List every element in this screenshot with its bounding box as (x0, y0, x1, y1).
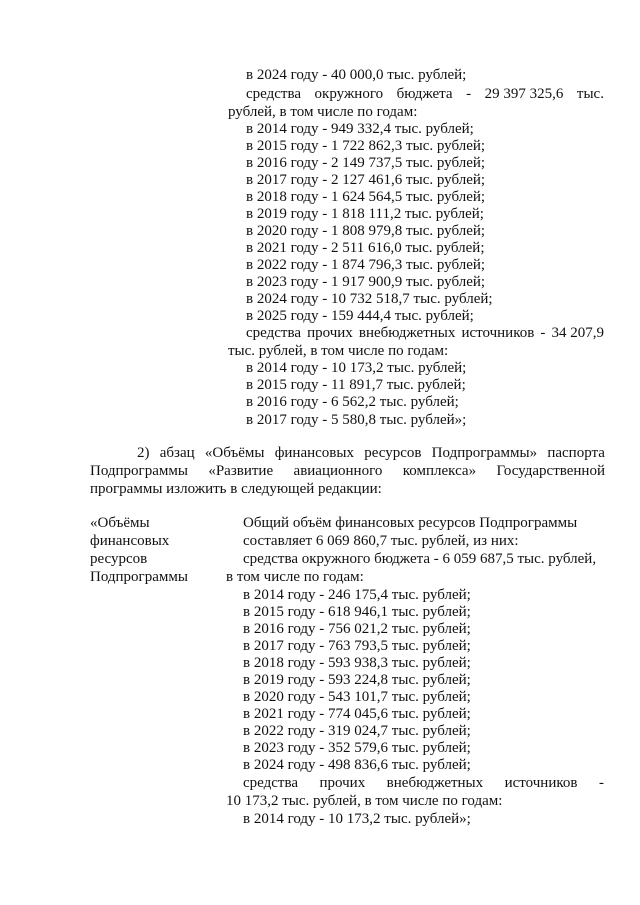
year-line: в 2023 году - 352 579,6 тыс. рублей; (243, 740, 471, 756)
year-line: в 2017 году - 5 580,8 тыс. рублей»; (246, 412, 467, 428)
year-line: в 2017 году - 2 127 461,6 тыс. рублей; (246, 172, 486, 188)
text-line: в том числе по годам: (226, 569, 364, 585)
year-line: в 2015 году - 11 891,7 тыс. рублей; (246, 377, 466, 393)
word: паспорта (547, 445, 605, 461)
year-line: в 2020 году - 1 808 979,8 тыс. рублей; (246, 223, 486, 239)
year-line: в 2023 году - 1 917 900,9 тыс. рублей; (246, 274, 486, 290)
word: источников (504, 775, 578, 791)
word: окружного (314, 86, 384, 102)
word: средства (243, 775, 299, 791)
year-line: в 2016 году - 756 021,2 тыс. рублей; (243, 621, 471, 637)
year-line: в 2019 году - 1 818 111,2 тыс. рублей; (246, 206, 484, 222)
word: «Объёмы (204, 445, 265, 461)
word: тыс. (576, 86, 604, 102)
total-line: Общий объём финансовых ресурсов Подпрограммы (243, 515, 578, 531)
year-line: в 2022 году - 319 024,7 тыс. рублей; (243, 723, 471, 739)
word: Государственной (496, 463, 605, 479)
word: комплекса» (402, 463, 477, 479)
justified-line-other-funds (243, 774, 604, 792)
word: - (598, 775, 604, 791)
word: внебюджетных (358, 325, 456, 341)
label-line: Подпрограммы (90, 569, 188, 585)
year-line: в 2024 году - 498 836,6 тыс. рублей; (243, 757, 471, 773)
word: бюджета (396, 86, 453, 102)
text-line: 10 173,2 тыс. рублей, в том числе по годам: (226, 793, 503, 809)
word: авиационного (293, 463, 383, 479)
word: источников (461, 325, 535, 341)
paragraph-2-line-3: программы изложить в следующей редакции: (90, 481, 382, 497)
word: финансовых (274, 445, 354, 461)
word: Подпрограммы (90, 463, 188, 479)
word: Подпрограммы» (431, 445, 538, 461)
year-line: в 2017 году - 763 793,5 тыс. рублей; (243, 638, 471, 654)
justified-line-other-funds (246, 324, 604, 342)
year-line: в 2021 году - 774 045,6 тыс. рублей; (243, 706, 471, 722)
justified-line-district-funds (246, 85, 604, 103)
word: «Развитие (208, 463, 274, 479)
word: прочих (307, 325, 353, 341)
year-line: в 2019 году - 593 224,8 тыс. рублей; (243, 672, 471, 688)
word: - (540, 325, 546, 341)
year-line: в 2022 году - 1 874 796,3 тыс. рублей; (246, 257, 486, 273)
total-line: составляет 6 069 860,7 тыс. рублей, из них: (243, 533, 519, 549)
year-line: в 2020 году - 543 101,7 тыс. рублей; (243, 689, 471, 705)
text-line: тыс. рублей, в том числе по годам: (228, 343, 449, 359)
word: средства (246, 325, 302, 341)
word: прочих (319, 775, 366, 791)
text-line: в 2024 году - 40 000,0 тыс. рублей; (246, 67, 467, 83)
year-line: в 2016 году - 2 149 737,5 тыс. рублей; (246, 155, 486, 171)
paragraph-2-line-2 (90, 462, 605, 480)
year-line: в 2021 году - 2 511 616,0 тыс. рублей; (246, 240, 485, 256)
text-line: рублей, в том числе по годам: (228, 104, 418, 120)
word: 29 397 325,6 (484, 86, 564, 102)
word: средства (246, 86, 302, 102)
year-line: в 2016 году - 6 562,2 тыс. рублей; (246, 394, 459, 410)
word: 2) (137, 445, 150, 461)
label-line: ресурсов (90, 551, 148, 567)
year-line: в 2014 году - 949 332,4 тыс. рублей; (246, 121, 474, 137)
label-line: «Объёмы (90, 515, 150, 531)
year-line: в 2014 году - 10 173,2 тыс. рублей»; (243, 811, 471, 827)
year-line: в 2014 году - 10 173,2 тыс. рублей; (246, 360, 467, 376)
year-line: в 2024 году - 10 732 518,7 тыс. рублей; (246, 291, 493, 307)
year-line: в 2025 году - 159 444,4 тыс. рублей; (246, 308, 474, 324)
label-line: финансовых (90, 533, 170, 549)
word: ресурсов (364, 445, 422, 461)
year-line: в 2018 году - 593 938,3 тыс. рублей; (243, 655, 471, 671)
year-line: в 2014 году - 246 175,4 тыс. рублей; (243, 587, 471, 603)
year-line: в 2015 году - 618 946,1 тыс. рублей; (243, 604, 471, 620)
year-line: в 2015 году - 1 722 862,3 тыс. рублей; (246, 138, 486, 154)
word: - (466, 86, 472, 102)
year-line: в 2018 году - 1 624 564,5 тыс. рублей; (246, 189, 486, 205)
word: абзац (159, 445, 195, 461)
paragraph-2-line-1 (137, 444, 605, 462)
word: внебюджетных (386, 775, 484, 791)
word: 34 207,9 (551, 325, 604, 341)
district-funds-line: средства окружного бюджета - 6 059 687,5 тыс. рублей, (243, 551, 597, 567)
